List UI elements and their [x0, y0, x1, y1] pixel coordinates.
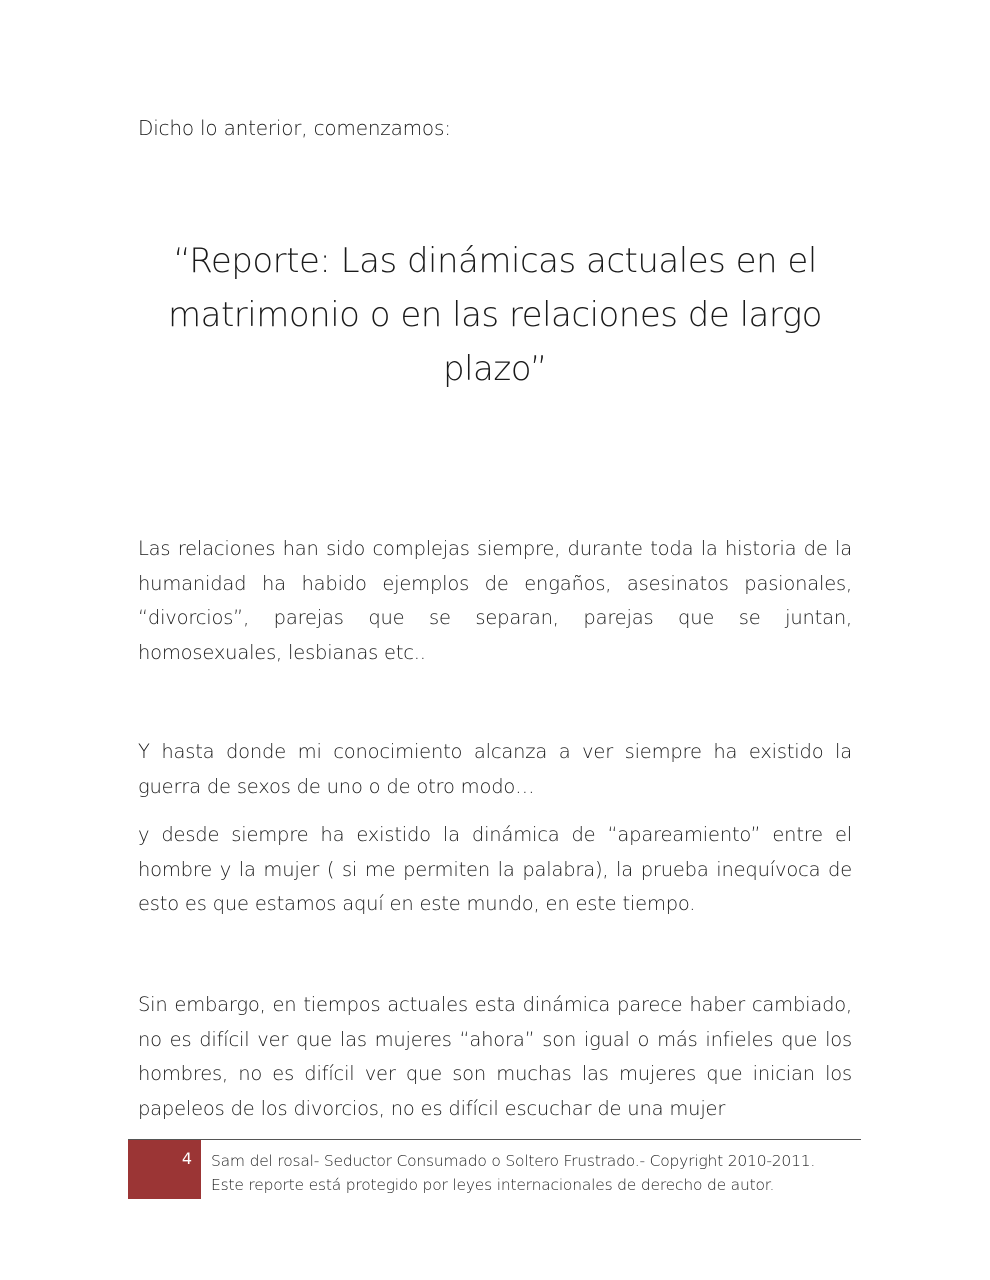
title-line: “Reporte: Las dinámicas actuales en el — [173, 241, 817, 281]
title-line: matrimonio o en las relaciones de largo — [168, 295, 822, 335]
footer-copyright — [211, 1149, 815, 1197]
paragraph: y desde siempre ha existido la dinámica de “apareamiento” entre el hombre y la mujer ( si me permiten la palabra), la prueba inequívoca de esto es que estamos aquí en este mundo, en este tiempo. — [138, 823, 852, 915]
footer-line: Sam del rosal- Seductor Consumado o Soltero Frustrado.- Copyright 2010-2011. — [211, 1152, 816, 1170]
paragraph: Y hasta donde mi conocimiento alcanza a ver siempre ha existido la guerra de sexos de uno o de otro modo… — [138, 740, 852, 798]
paragraph: Las relaciones han sido complejas siempre, durante toda la historia de la humanidad ha habido ejemplos de engaños, asesinatos pasionales, “divorcios”, parejas que se separan, parejas que se juntan, homosexuales, lesbianas etc.. — [138, 537, 852, 664]
footer-divider — [128, 1139, 861, 1140]
paragraph: Sin embargo, en tiempos actuales esta dinámica parece haber cambiado, no es difícil ver que las mujeres “ahora” son igual o más infieles que los hombres, no es difícil ver que son muchas las mujeres que inician los papeleos de los divorcios, no es difícil escuchar de una mujer — [138, 993, 852, 1120]
footer-line: Este reporte está protegido por leyes internacionales de derecho de autor. — [211, 1176, 775, 1194]
title-line: plazo” — [443, 349, 547, 389]
page-number-box — [128, 1140, 201, 1199]
page-number: 4 — [181, 1149, 192, 1168]
report-title — [138, 234, 852, 396]
intro-text: Dicho lo anterior, comenzamos: — [138, 116, 451, 140]
